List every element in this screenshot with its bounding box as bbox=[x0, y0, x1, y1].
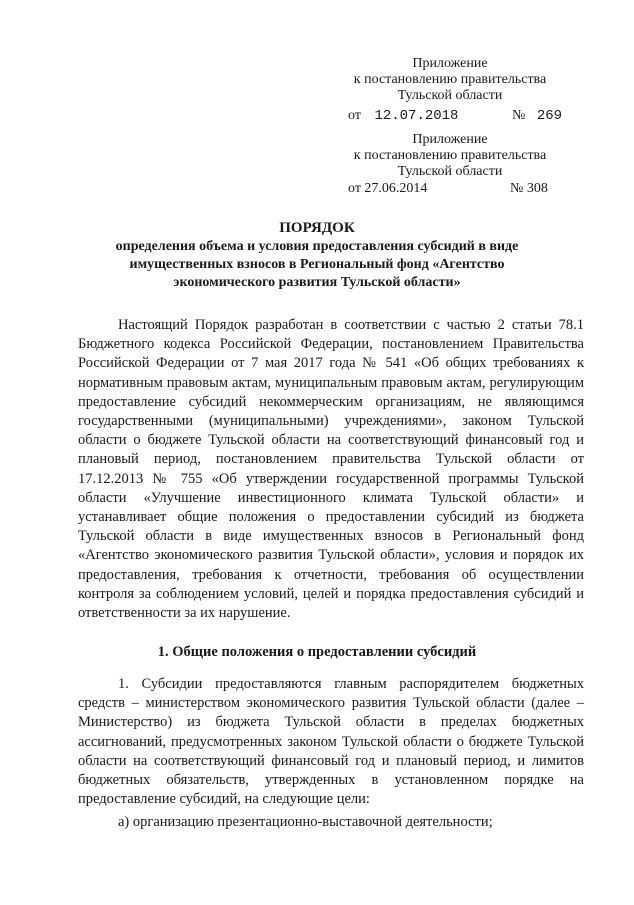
subtitle-line-3: экономического развития Тульской области» bbox=[173, 275, 461, 290]
appendix-previous-date: от 27.06.2014 bbox=[348, 181, 428, 196]
appendix-previous-block bbox=[340, 132, 560, 180]
appendix-previous-number: № 308 bbox=[510, 181, 548, 196]
appendix-label: Приложение bbox=[412, 132, 488, 147]
subtitle-line-2: имущественных взносов в Региональный фонд «Агентство bbox=[129, 257, 505, 272]
resolution-number: 269 bbox=[536, 108, 563, 124]
appendix-current-number-line bbox=[512, 107, 562, 125]
document-title: ПОРЯДОК bbox=[279, 220, 355, 236]
from-label: от bbox=[348, 108, 361, 123]
appendix-region-label: Тульской области bbox=[397, 164, 503, 179]
appendix-region-label: Тульской области bbox=[397, 88, 503, 103]
section-item-1a: а) организацию презентационно-выставочной деятельности; bbox=[118, 814, 493, 830]
appendix-current-block bbox=[340, 56, 560, 104]
resolution-date: 12.07.2018 bbox=[374, 108, 459, 124]
subtitle-line-1: определения объема и условия предоставления субсидий в виде bbox=[115, 239, 519, 254]
appendix-resolution-label: к постановлению правительства bbox=[353, 148, 547, 163]
intro-paragraph: Настоящий Порядок разработан в соответствии с частью 2 статьи 78.1 Бюджетного кодекса Российской Федерации, постановлением Правительства Российской Федерации от 7 мая 2017 года № 541 «Об общих требованиях к нормативным правовым актам, муниципальным правовым актам, регулирующим предоставление субсидий некоммерческим организациям, не являющимся государственными (муниципальными) учреждениями», законом Тульской области о бюджете Тульской области на соответствующий финансовый год и плановый период, постановлением правительства Тульской области от 17.12.2013 № 755 «Об утверждении государственной программы Тульской области «Улучшение инвестиционного климата Тульской области» и устанавливает общие положения о предоставлении субсидий из бюджета Тульской области в виде имущественных взносов в Региональный фонд «Агентство экономического развития Тульской области», условия и порядок их предоставления, требования к отчетности, требования об осуществлении контроля за соблюдением условий, целей и порядка предоставления субсидий и ответственности за их нарушение. bbox=[78, 317, 584, 622]
appendix-current-date-line bbox=[348, 107, 458, 125]
section-heading: 1. Общие положения о предоставлении субсидий bbox=[157, 644, 477, 660]
number-label: № bbox=[512, 108, 526, 123]
document-subtitle bbox=[60, 238, 574, 292]
appendix-label: Приложение bbox=[412, 56, 488, 71]
section-item-1: 1. Субсидии предоставляются главным распорядителем бюджетных средств – министерством экономического развития Тульской области (далее – Министерство) из бюджета Тульской области в пределах бюджетных ассигнований, предусмотренных законом Тульской области о бюджете Тульской области на соответствующий финансовый год и плановый период, и лимитов бюджетных обязательств, утвержденных в установленном порядке на предоставление субсидий, на следующие цели: bbox=[78, 676, 584, 808]
appendix-resolution-label: к постановлению правительства bbox=[353, 72, 547, 87]
